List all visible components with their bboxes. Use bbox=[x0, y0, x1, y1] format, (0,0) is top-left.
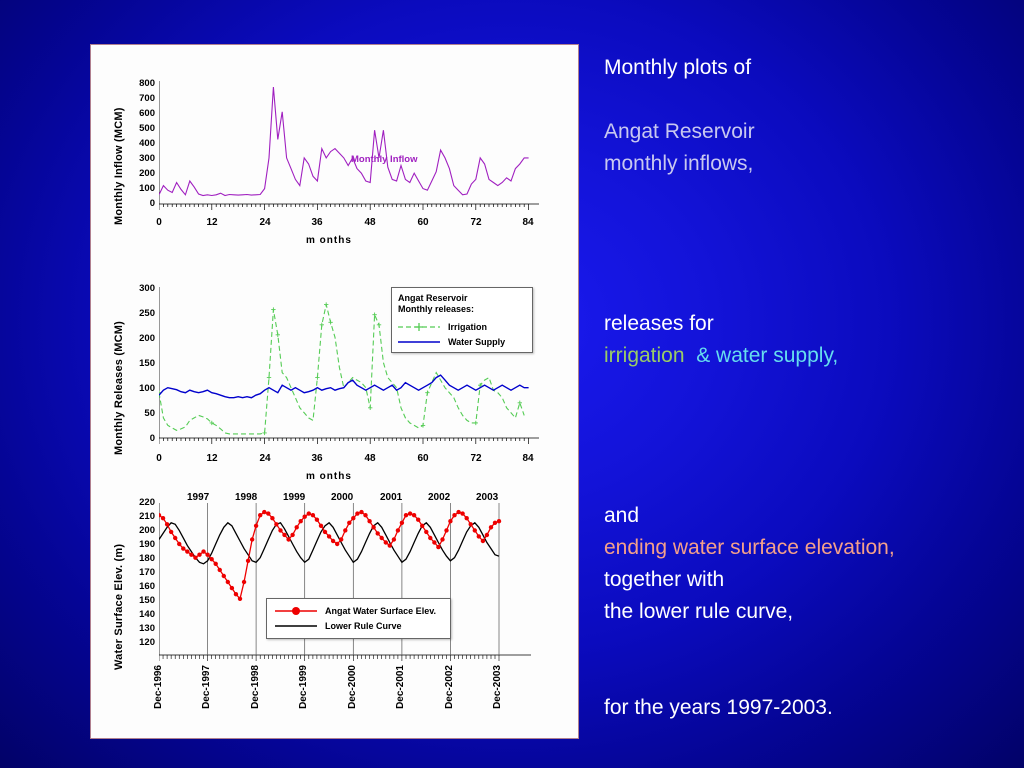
chart3-ytick-160: 160 bbox=[139, 581, 155, 592]
chart3-legend-item-wse bbox=[275, 606, 442, 616]
chart2-ytick-0: 0 bbox=[149, 433, 155, 444]
chart3-ytick-190: 190 bbox=[139, 539, 155, 550]
chart1-ytick-300: 300 bbox=[139, 153, 155, 164]
chart3-ytick-200: 200 bbox=[139, 525, 155, 536]
chart3-ytick-220: 220 bbox=[139, 497, 155, 508]
chart-monthly-releases bbox=[91, 263, 580, 483]
chart1-ytick-0: 0 bbox=[149, 198, 155, 209]
chart3-xtick-dec2002: Dec-2002 bbox=[444, 665, 455, 709]
chart1-ytick-200: 200 bbox=[139, 168, 155, 179]
chart1-xtick-84: 84 bbox=[522, 217, 534, 228]
chart1-ytick-600: 600 bbox=[139, 108, 155, 119]
chart2-xlabel: m onths bbox=[306, 471, 352, 482]
text-line-9: the lower rule curve, bbox=[604, 600, 794, 623]
chart1-xtick-36: 36 bbox=[311, 217, 323, 228]
chart2-xtick-48: 48 bbox=[364, 453, 376, 464]
water-surface-elev-swatch-icon bbox=[275, 606, 317, 616]
chart3-legend-label-lrc: Lower Rule Curve bbox=[325, 621, 402, 631]
text-spacer-6 bbox=[604, 372, 1004, 404]
chart3-year-2003: 2003 bbox=[476, 492, 499, 503]
chart3-ytick-170: 170 bbox=[139, 567, 155, 578]
text-line-10: for the years 1997-2003. bbox=[604, 696, 833, 719]
text-spacer-5 bbox=[604, 276, 1004, 308]
chart3-xtick-dec1996: Dec-1996 bbox=[153, 665, 164, 709]
chart2-legend-title-line1: Angat Reservoir bbox=[398, 293, 468, 303]
chart-water-surface-elev bbox=[91, 469, 580, 729]
text-line-6: and bbox=[604, 504, 640, 527]
text-line-2: Angat Reservoir bbox=[604, 120, 755, 143]
chart1-ytick-400: 400 bbox=[139, 138, 155, 149]
chart1-xtick-60: 60 bbox=[417, 217, 429, 228]
text-line-5-watersupply: & water supply, bbox=[684, 344, 839, 367]
chart1-xlabel: m onths bbox=[306, 235, 352, 246]
chart2-xtick-72: 72 bbox=[470, 453, 482, 464]
chart3-plot bbox=[159, 503, 531, 673]
chart2-ytick-150: 150 bbox=[139, 358, 155, 369]
chart3-year-2000: 2000 bbox=[331, 492, 354, 503]
chart3-year-2001: 2001 bbox=[380, 492, 403, 503]
chart2-ytick-200: 200 bbox=[139, 333, 155, 344]
chart2-legend-item-irrigation bbox=[398, 322, 526, 332]
text-line-1: Monthly plots of bbox=[604, 56, 752, 79]
chart2-xtick-24: 24 bbox=[259, 453, 271, 464]
text-spacer-2 bbox=[604, 180, 1004, 212]
irrigation-swatch-icon bbox=[398, 322, 440, 332]
chart2-ylabel: Monthly Releases (MCM) bbox=[113, 321, 125, 455]
lower-rule-curve-swatch-icon bbox=[275, 621, 317, 631]
text-line-4: releases for bbox=[604, 312, 714, 335]
chart3-legend-label-wse: Angat Water Surface Elev. bbox=[325, 606, 437, 616]
chart2-xtick-60: 60 bbox=[417, 453, 429, 464]
text-spacer-11 bbox=[604, 660, 1004, 692]
chart2-ytick-50: 50 bbox=[144, 408, 155, 419]
text-spacer-3 bbox=[604, 212, 1004, 244]
chart1-xtick-72: 72 bbox=[470, 217, 482, 228]
text-spacer-9 bbox=[604, 468, 1004, 500]
text-line-7: ending water surface elevation, bbox=[604, 536, 895, 559]
chart1-xtick-12: 12 bbox=[206, 217, 218, 228]
chart-monthly-inflow bbox=[91, 45, 580, 265]
chart3-legend bbox=[266, 598, 451, 639]
chart3-ytick-150: 150 bbox=[139, 595, 155, 606]
chart2-xtick-12: 12 bbox=[206, 453, 218, 464]
chart2-legend-title-line2: Monthly releases: bbox=[398, 304, 475, 315]
chart1-series-label: Monthly Inflow bbox=[351, 154, 418, 165]
text-line-8: together with bbox=[604, 568, 725, 591]
chart1-ytick-100: 100 bbox=[139, 183, 155, 194]
chart3-ytick-120: 120 bbox=[139, 637, 155, 648]
text-spacer-4 bbox=[604, 244, 1004, 276]
chart3-year-1998: 1998 bbox=[235, 492, 258, 503]
text-line-5 bbox=[604, 340, 1004, 372]
text-line-3: monthly inflows, bbox=[604, 152, 754, 175]
text-line-5-irrigation: irrigation bbox=[604, 344, 685, 367]
chart2-ytick-100: 100 bbox=[139, 383, 155, 394]
text-spacer-1 bbox=[604, 84, 1004, 116]
chart3-ytick-180: 180 bbox=[139, 553, 155, 564]
chart3-xtick-dec1998: Dec-1998 bbox=[250, 665, 261, 709]
chart2-legend-item-water-supply bbox=[398, 337, 526, 347]
chart3-xtick-dec2001: Dec-2001 bbox=[395, 665, 406, 709]
chart3-xtick-dec2003: Dec-2003 bbox=[492, 665, 503, 709]
text-spacer-7 bbox=[604, 404, 1004, 436]
chart3-ytick-140: 140 bbox=[139, 609, 155, 620]
description-text-block bbox=[604, 52, 1004, 724]
chart2-xtick-84: 84 bbox=[522, 453, 534, 464]
chart2-legend bbox=[391, 287, 533, 353]
water-supply-swatch-icon bbox=[398, 337, 440, 347]
chart1-xtick-48: 48 bbox=[364, 217, 376, 228]
chart2-ytick-300: 300 bbox=[139, 283, 155, 294]
chart2-legend-title bbox=[398, 293, 526, 316]
chart3-year-1999: 1999 bbox=[283, 492, 306, 503]
chart3-xtick-dec1999: Dec-1999 bbox=[298, 665, 309, 709]
chart1-ytick-700: 700 bbox=[139, 93, 155, 104]
chart1-ytick-800: 800 bbox=[139, 78, 155, 89]
chart3-xtick-dec1997: Dec-1997 bbox=[201, 665, 212, 709]
chart3-xtick-dec2000: Dec-2000 bbox=[347, 665, 358, 709]
text-spacer-8 bbox=[604, 436, 1004, 468]
chart3-ytick-210: 210 bbox=[139, 511, 155, 522]
chart2-ytick-250: 250 bbox=[139, 308, 155, 319]
chart3-ylabel: Water Surface Elev. (m) bbox=[113, 543, 125, 670]
chart1-xtick-0: 0 bbox=[156, 217, 162, 228]
chart1-ylabel: Monthly Inflow (MCM) bbox=[113, 107, 125, 225]
chart3-legend-item-lrc bbox=[275, 621, 442, 631]
chart1-xtick-24: 24 bbox=[259, 217, 271, 228]
figure-panel bbox=[90, 44, 579, 739]
chart3-ytick-130: 130 bbox=[139, 623, 155, 634]
chart2-legend-label-water-supply: Water Supply bbox=[448, 336, 506, 347]
chart1-ytick-500: 500 bbox=[139, 123, 155, 134]
chart2-xtick-36: 36 bbox=[311, 453, 323, 464]
chart2-legend-label-irrigation: Irrigation bbox=[448, 321, 488, 332]
chart3-year-2002: 2002 bbox=[428, 492, 451, 503]
text-spacer-10 bbox=[604, 628, 1004, 660]
chart3-year-1997: 1997 bbox=[187, 492, 210, 503]
chart2-xtick-0: 0 bbox=[156, 453, 162, 464]
chart1-plot bbox=[159, 81, 539, 211]
